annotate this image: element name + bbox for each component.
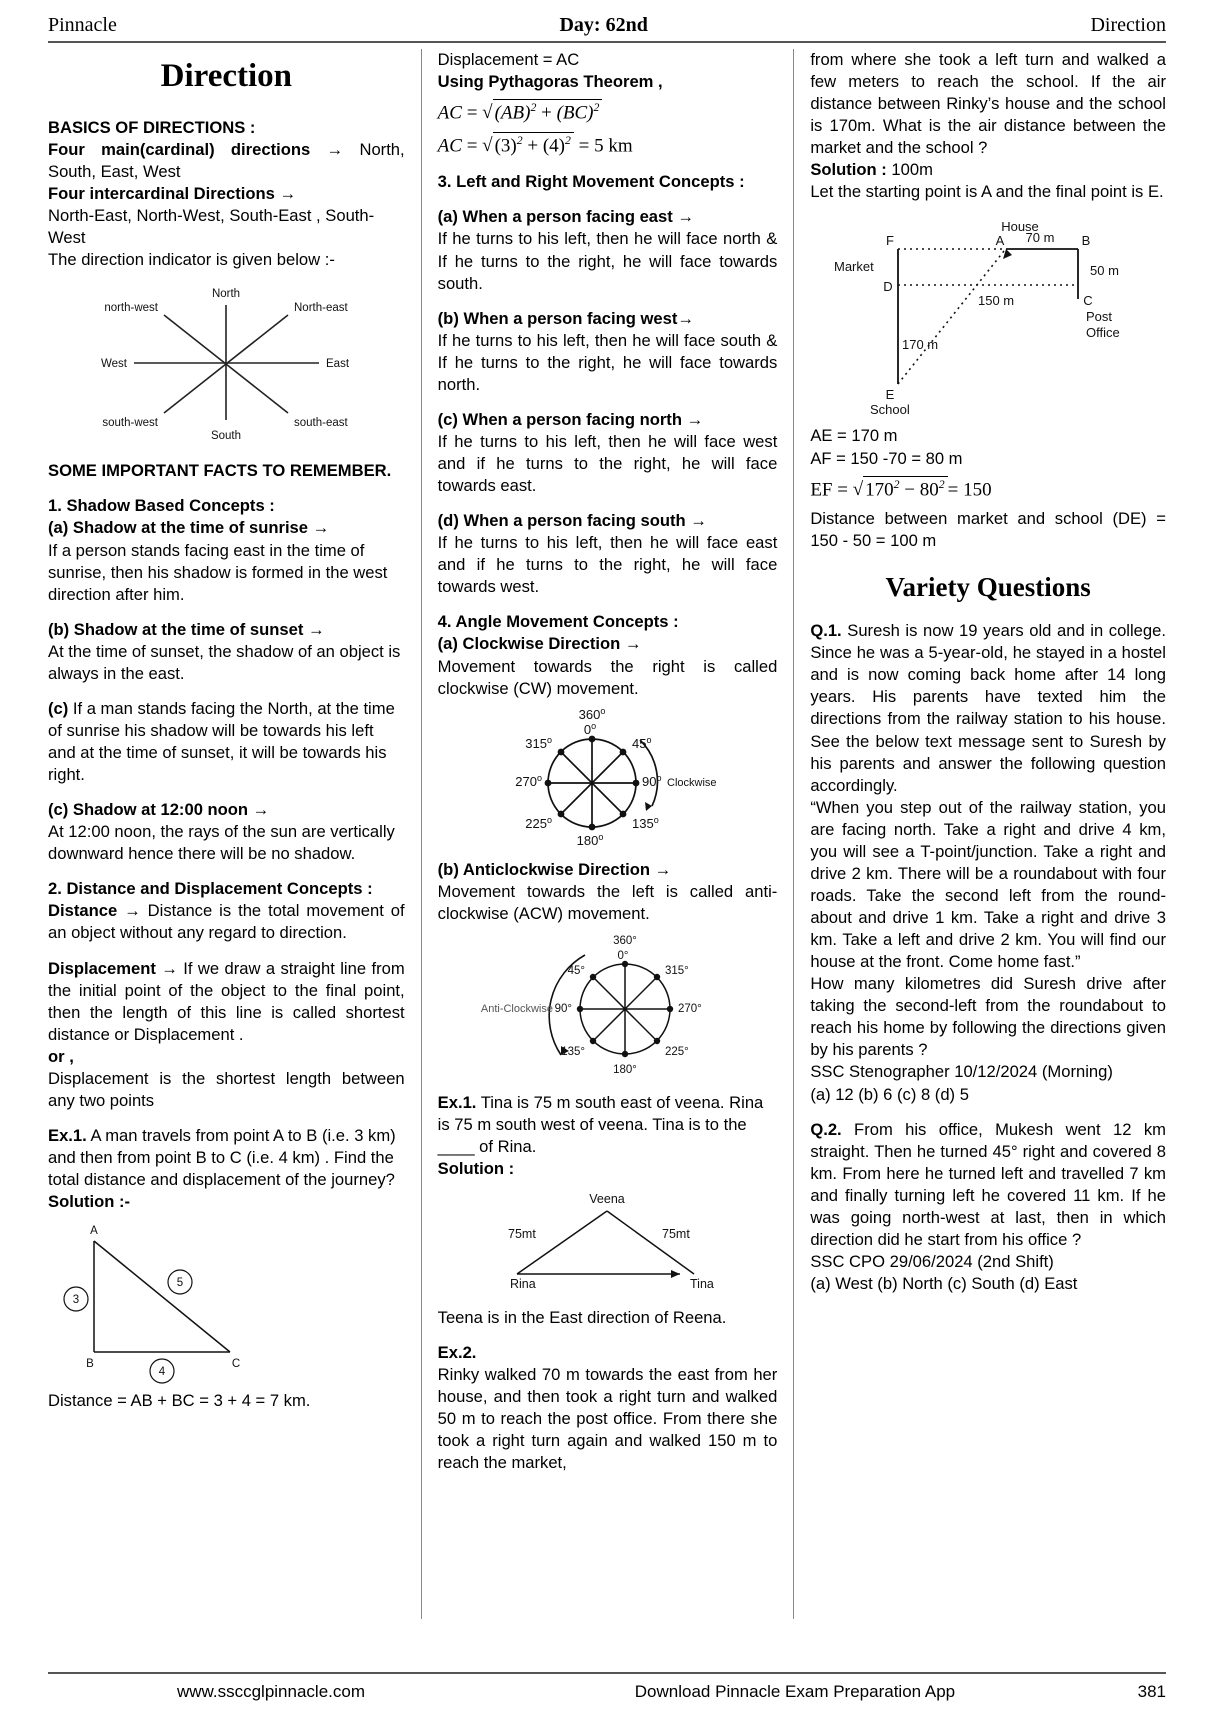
cw-label-135: 135$^o$: [632, 814, 660, 831]
angle-heading: [438, 611, 778, 633]
cw-label-90: 90$^o$: [642, 772, 662, 789]
header-center: Day: 62nd: [559, 14, 648, 36]
footer-page-number: 381: [1137, 1682, 1166, 1701]
q2: [810, 1119, 1166, 1251]
shadow-c1: [48, 698, 405, 786]
q1: [810, 620, 1166, 797]
col1-ex1-body: A man travels from point A to B (i.e. 3 km) and then from point B to C (i.e. 4 km) . Find the total distance and displacement of the journey?: [48, 1125, 396, 1190]
lr-b-head-text: (b) When a person facing west→: [437, 308, 694, 328]
or-body: Displacement is the shortest length between any two points: [48, 1068, 405, 1110]
acw-label-45: 45°: [568, 964, 586, 977]
clockwise-wheel-svg: [462, 706, 752, 846]
pythagoras-head-text: Using Pythagoras Theorem ,: [437, 72, 663, 92]
distance-label: Distance: [48, 901, 118, 921]
compass-label-south: South: [211, 430, 242, 443]
q1-ask: How many kilometres did Suresh drive after taking the second-left from the roundabout to reach his home by following the directions given by his parents ?: [810, 974, 1166, 1060]
column-one: [48, 49, 421, 1619]
compass-label-west: West: [101, 358, 128, 371]
col2-ex1: [438, 1092, 778, 1158]
map-label-school: School: [870, 402, 910, 418]
column-two: [421, 49, 794, 1619]
shadow-heading-text: 1. Shadow Based Concepts :: [48, 496, 275, 516]
cw-head: [438, 633, 778, 655]
cw-label-360: 360$^o$: [579, 705, 606, 722]
triangle-vertex-c: C: [231, 1358, 241, 1371]
map-label-house: House: [1001, 219, 1039, 235]
cardinal-arrow-icon: →: [326, 139, 344, 159]
variety-questions-heading: Variety Questions: [885, 572, 1091, 603]
triangle-side-ac: 5: [176, 1277, 184, 1290]
dd-heading: [48, 878, 405, 900]
ef-term-b: 80: [919, 478, 939, 500]
page-title: Direction: [160, 58, 292, 94]
map-length-150: 150 m: [978, 293, 1015, 309]
compass-rose-svg: [76, 277, 376, 447]
dd-heading-text: 2. Distance and Displacement Concepts :: [48, 879, 373, 899]
cw-label-name: Clockwise: [667, 776, 717, 789]
or-label: [48, 1046, 405, 1068]
vrt-label-rina: Rina: [510, 1277, 537, 1292]
shadow-b-body: At the time of sunset, the shadow of an object is always in the east.: [48, 641, 401, 683]
basics-heading-text: BASICS OF DIRECTIONS :: [48, 117, 256, 137]
intercardinal-arrow-icon: →: [279, 184, 297, 204]
col2-ex2-label: [438, 1342, 778, 1364]
cw-head-text: (a) Clockwise Direction →: [437, 634, 642, 654]
lr-a-head: [438, 206, 778, 228]
lr-d-head-text: (d) When a person facing south →: [437, 511, 707, 531]
clockwise-wheel-figure: [438, 706, 778, 846]
eq1-term-a: (AB): [494, 102, 531, 124]
map-length-170: 170 m: [902, 337, 939, 353]
right-triangle-figure: [48, 1219, 405, 1384]
map-label-office: Office: [1086, 325, 1120, 341]
acw-label-270: 270°: [678, 1002, 703, 1015]
lr-heading-text: 3. Left and Right Movement Concepts :: [437, 172, 745, 192]
map-point-b: B: [1081, 233, 1091, 249]
map-label-post: Post: [1086, 309, 1113, 325]
compass-label-south-west: south-west: [102, 417, 159, 430]
ex2-continuation: from where she took a left turn and walked a few meters to reach the school. If the air distance between Rinky’s house and the school is 170m. What is the air distance between the market and the school ?: [810, 50, 1166, 158]
vrt-length-right: 75mt: [662, 1227, 691, 1242]
q1-body: Suresh is now 19 years old and in college. Since he was a 5-year-old, he stayed in a hostel and is now coming back home after 14 long years. His parents have texted him the directions from the railway station to his house. See the below text message sent to Suresh by his parents and answer the following question accordingly.: [810, 621, 1166, 795]
shadow-a-body: If a person stands facing east in the time of sunrise, then his shadow is formed in the west direction after him.: [48, 540, 388, 604]
page-footer: [48, 1672, 1166, 1702]
map-point-c: C: [1083, 293, 1093, 309]
equation-one: AC = √ (AB)$^2$ + (BC)$^2$: [438, 99, 778, 126]
lr-a-body: If he turns to his left, then he will face north & If he turns to the right, he will face towards south.: [437, 229, 778, 293]
shadow-a-head-text: (a) Shadow at the time of sunrise →: [48, 518, 330, 538]
ef-term-a: 170: [865, 478, 894, 500]
q2-options[interactable]: (a) West (b) North (c) South (d) East: [810, 1274, 1078, 1293]
distance-body: → Distance is the total movement of an object without any regard to direction.: [48, 901, 405, 943]
col1-solution-label: [48, 1191, 405, 1213]
acw-label-135: 135°: [561, 1045, 586, 1058]
map-point-e: E: [885, 387, 895, 403]
distance-def: [48, 900, 405, 944]
col3-solution: [810, 159, 1166, 181]
compass-label-east: East: [326, 358, 350, 371]
lr-c-head: [438, 409, 778, 431]
equation-two: AC = √ $(3)^2 + (4)^2 = 5$ km: [438, 132, 778, 159]
distance-result: Distance = AB + BC = 3 + 4 = 7 km.: [48, 1391, 311, 1411]
acw-head-text: (b) Anticlockwise Direction →: [437, 859, 672, 879]
cw-label-0: 0$^o$: [584, 720, 597, 737]
triangle-side-ab: 3: [72, 1294, 80, 1307]
eq2-result: = 5 km: [578, 135, 633, 157]
footer-website[interactable]: www.ssccglpinnacle.com: [176, 1682, 365, 1701]
header-right: Direction: [1090, 14, 1166, 36]
cw-label-315: 315$^o$: [525, 734, 553, 751]
map-length-50: 50 m: [1090, 263, 1120, 279]
route-map-figure: [810, 209, 1166, 419]
basics-heading: [48, 117, 405, 139]
triangle-side-bc: 4: [158, 1366, 166, 1379]
cardinal-directions: [48, 139, 405, 183]
col3-solution-value: 100m: [886, 160, 933, 180]
cw-label-270: 270$^o$: [515, 772, 543, 789]
map-length-70: 70 m: [1025, 230, 1055, 246]
compass-rose-figure: [48, 277, 405, 447]
lr-c-body: If he turns to his left, then he will face west and if he turns to the right, he will face towards east.: [437, 431, 778, 496]
acw-label-name: Anti-Clockwise: [481, 1002, 554, 1015]
intercardinal-value: North-East, North-West, South-East , South-West: [48, 206, 375, 248]
compass-label-south-east: south-east: [294, 417, 349, 430]
shadow-c2-head: [48, 799, 405, 821]
page-header: [48, 0, 1166, 41]
or-label-text: or ,: [48, 1046, 74, 1066]
shadow-a-head: [48, 517, 405, 539]
facts-heading-text: SOME IMPORTANT FACTS TO REMEMBER.: [48, 461, 392, 481]
header-rule: [48, 41, 1166, 43]
triangle-vertex-a: A: [90, 1225, 98, 1238]
ef-equation: EF = √ $170^2 - 80^2 = 150$: [810, 476, 1166, 503]
acw-body: Movement towards the left is called anti-clockwise (ACW) movement.: [437, 881, 778, 923]
col3-solution-label: Solution :: [810, 160, 887, 180]
col2-ex2-label-text: Ex.2.: [437, 1343, 477, 1363]
vrt-length-left: 75mt: [508, 1227, 537, 1242]
triangle-vertex-b: B: [86, 1358, 94, 1371]
cardinal-label: Four main(cardinal) directions: [48, 139, 311, 159]
vrt-label-veena: Veena: [589, 1192, 626, 1207]
pythagoras-head: [438, 71, 778, 93]
compass-label-north: North: [212, 288, 241, 301]
map-point-a: A: [995, 233, 1005, 249]
q2-label: Q.2.: [810, 1119, 842, 1139]
veena-rina-tina-figure: [438, 1186, 778, 1301]
lr-d-body: If he turns to his left, then he will face east and if he turns to the right, he will face towards west.: [437, 533, 778, 597]
column-three: [793, 49, 1166, 1619]
displacement-def: [48, 958, 405, 1046]
q1-label: Q.1.: [810, 621, 842, 641]
acw-label-90: 90°: [555, 1002, 573, 1015]
lr-heading: [438, 171, 778, 193]
footer-app-promo: Download Pinnacle Exam Preparation App: [634, 1682, 956, 1701]
shadow-c1-head: (c): [48, 698, 69, 718]
col1-solution-label-text: Solution :-: [48, 1192, 131, 1212]
lr-b-body: If he turns to his left, then he will face south & If he turns to the right, he will face towards north.: [437, 330, 778, 394]
q2-source: SSC CPO 29/06/2024 (2nd Shift): [810, 1251, 1054, 1271]
shadow-heading: [48, 495, 405, 517]
map-point-f: F: [886, 233, 895, 249]
cardinal-value: North, South, East, West: [48, 139, 405, 181]
map-label-market: Market: [834, 259, 874, 275]
col1-ex1: [48, 1125, 405, 1191]
col2-ex1-label: Ex.1.: [437, 1092, 477, 1112]
col2-solution-label: [438, 1158, 778, 1180]
anticlockwise-wheel-svg: [457, 931, 757, 1086]
col3-solution-setup: Let the starting point is A and the final point is E.: [810, 182, 1164, 202]
eq1-lhs: AC: [437, 102, 462, 124]
vrt-answer: Teena is in the East direction of Reena.: [437, 1308, 727, 1328]
col1-ex1-label: Ex.1.: [48, 1125, 87, 1145]
ae-line: AE = 170 m: [810, 426, 898, 446]
shadow-c1-body: If a man stands facing the North, at the time of sunrise his shadow will be towards his left and at the time of sunset, it will be towards his right.: [48, 698, 395, 785]
q1-options[interactable]: (a) 12 (b) 6 (c) 8 (d) 5: [810, 1084, 969, 1104]
map-point-d: D: [883, 279, 893, 295]
acw-label-360: 360°: [613, 934, 638, 947]
acw-label-180: 180°: [613, 1063, 638, 1076]
lr-d-head: [438, 510, 778, 532]
lr-c-head-text: (c) When a person facing north →: [437, 409, 704, 429]
eq1-term-b: (BC): [556, 102, 594, 124]
shadow-c2-body: At 12:00 noon, the rays of the sun are vertically downward hence there will be no shadow.: [48, 822, 395, 864]
final-line: Distance between market and school (DE) = 150 - 50 = 100 m: [810, 509, 1166, 551]
acw-head: [438, 859, 778, 881]
ef-lhs: EF =: [810, 478, 848, 500]
acw-label-225: 225°: [665, 1045, 690, 1058]
cw-label-225: 225$^o$: [525, 814, 553, 831]
header-left: Pinnacle: [48, 14, 117, 36]
lr-a-head-text: (a) When a person facing east →: [437, 207, 694, 227]
lr-b-head: [438, 308, 778, 330]
q1-quote: “When you step out of the railway station, you are facing north. Take a right and drive 4 km, you will see a T-point/junction. Take a right and drive 2 km. There will be a roundabout with four roads. Take the second left from the round-about and drive 1 km. Take a right and drive 3 km. Take a left and drive 2 km. You will find our house at the front. Come home fast.”: [810, 797, 1166, 972]
displacement-label: Displacement: [48, 958, 156, 978]
col2-ex1-body: Tina is 75 m south east of veena. Rina is 75 m south west of veena. Tina is to the ____ of Rina.: [437, 1092, 764, 1156]
compass-label-north-east: North-east: [294, 302, 349, 315]
displacement-eq: Displacement = AC: [437, 50, 580, 69]
shadow-c2-head-text: (c) Shadow at 12:00 noon →: [48, 800, 270, 820]
intercardinal-label: Four intercardinal Directions: [48, 184, 275, 204]
shadow-b-head: [48, 619, 405, 641]
col2-ex2-body: Rinky walked 70 m towards the east from her house, and then took a right turn and walked 50 m to reach the post office. From there she took a right turn again and walked 150 m to reach the market,: [437, 1365, 778, 1473]
displacement-body: → If we draw a straight line from the initial point of the object to the final point, then the length of this line is called shortest distance or Displacement .: [48, 958, 405, 1044]
indicator-intro: The direction indicator is given below :-: [48, 250, 335, 270]
q2-body: From his office, Mukesh went 12 km straight. Then he turned 45° right and covered 8 km. From here he turned left and travelled 7 km and finally turning left he covered 11 km. If he was going north-west at last, then in which direction did he start from his office ?: [810, 1119, 1166, 1249]
vrt-label-tina: Tina: [690, 1277, 715, 1292]
veena-rina-tina-svg: [462, 1186, 752, 1301]
cw-label-180: 180$^o$: [577, 831, 604, 846]
eq2-term-a: (3): [494, 135, 517, 157]
facts-heading: [48, 460, 405, 482]
anticlockwise-wheel-figure: [438, 931, 778, 1086]
col2-solution-label-text: Solution :: [437, 1159, 515, 1178]
eq2-term-b: (4): [542, 135, 566, 157]
acw-label-0: 0°: [617, 949, 629, 962]
af-line: AF = 150 -70 = 80 m: [810, 448, 963, 468]
route-map-svg: [828, 209, 1148, 419]
intercardinal-directions: [48, 183, 405, 205]
eq2-lhs: AC: [437, 135, 462, 157]
three-column-layout: [48, 49, 1166, 1619]
compass-label-north-west: north-west: [104, 302, 159, 315]
ef-result: = 150: [947, 478, 992, 500]
cw-body: Movement towards the right is called clockwise (CW) movement.: [437, 656, 778, 698]
angle-heading-text: 4. Angle Movement Concepts :: [437, 612, 679, 632]
q1-source: SSC Stenographer 10/12/2024 (Morning): [810, 1062, 1113, 1082]
cw-label-45: 45$^o$: [632, 734, 652, 751]
acw-label-315: 315°: [665, 964, 690, 977]
right-triangle-svg: [52, 1219, 272, 1384]
shadow-b-head-text: (b) Shadow at the time of sunset →: [48, 619, 325, 639]
